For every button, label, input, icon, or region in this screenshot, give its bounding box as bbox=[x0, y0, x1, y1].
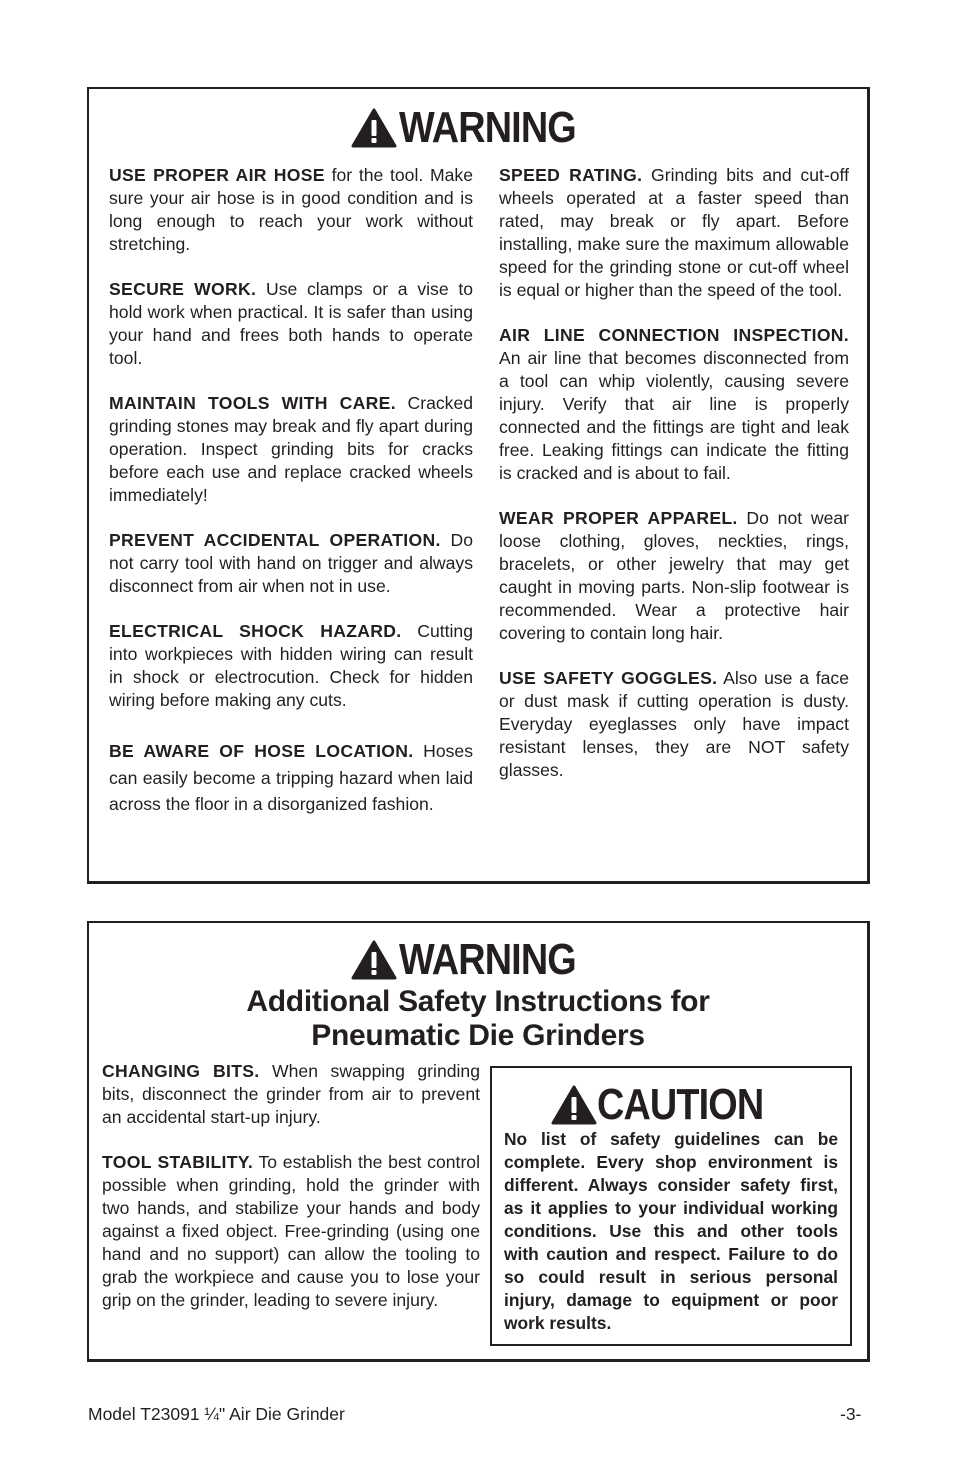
caution-text: No list of safety guidelines can be complete. Every shop environment is different. Always consider safety first, as it applies to your individual working conditions. Use this and other tools with caution and respect. Failure to do so could result in serious personal injury, damage to equipment or poor work results. bbox=[504, 1129, 838, 1333]
subtitle-line: Additional Safety Instructions for bbox=[246, 985, 710, 1018]
warning-title: WARNING bbox=[399, 103, 577, 152]
safety-item-heading: AIR LINE CONNECTION INSPECTION. bbox=[499, 325, 849, 345]
warning-box-general bbox=[87, 87, 870, 884]
safety-item-heading: PREVENT ACCIDENTAL OPERATION. bbox=[109, 530, 441, 550]
safety-item-body: When swapping grinding bits, disconnect the grinder from air to prevent an accidental start-up injury. bbox=[102, 1061, 480, 1127]
warning-heading bbox=[89, 103, 867, 159]
safety-item-heading: TOOL STABILITY. bbox=[102, 1152, 254, 1172]
safety-item-heading: SPEED RATING. bbox=[499, 165, 643, 185]
safety-item bbox=[109, 529, 473, 598]
warning-right-column bbox=[499, 164, 849, 804]
safety-item-body: Also use a face or dust mask if cutting operation is dusty. Everyday eyeglasses only have impact resistant lenses, they are NOT safety glasses. bbox=[499, 668, 849, 780]
warning-triangle-icon bbox=[351, 940, 397, 980]
safety-item-heading: ELECTRICAL SHOCK HAZARD. bbox=[109, 621, 402, 641]
safety-item-heading: USE PROPER AIR HOSE bbox=[109, 165, 325, 185]
footer-model: Model T23091 ¼" Air Die Grinder bbox=[88, 1404, 345, 1424]
safety-item-body: To establish the best control possible when grinding, hold the grinder with two hands, and stabilize your hands and body against a fixed object. Free-grinding (using one hand and no support) can allow the tooling to grab the workpiece and cause you to lose your grip on the grinder, leading to severe injury. bbox=[102, 1152, 480, 1310]
safety-item bbox=[102, 1060, 480, 1129]
safety-item-body: Cracked grinding stones may break and fly apart during operation. Inspect grinding bits for cracks before each use and replace cracked wheels immediately! bbox=[109, 393, 474, 505]
safety-item-body: An air line that becomes disconnected from a tool can whip violently, causing severe injury. Verify that air line is properly connected and the fittings are tight and leak free. Leaking fittings can indicate the fitting is cracked and is about to fail. bbox=[499, 348, 849, 483]
subtitle-line: Pneumatic Die Grinders bbox=[311, 1019, 645, 1052]
safety-item-heading: MAINTAIN TOOLS WITH CARE. bbox=[109, 393, 396, 413]
warning-triangle-icon bbox=[551, 1085, 597, 1125]
safety-item bbox=[109, 164, 473, 256]
safety-item-heading: BE AWARE OF HOSE LOCATION. bbox=[109, 741, 414, 761]
page-number: -3- bbox=[840, 1404, 862, 1424]
warning-triangle-icon bbox=[351, 108, 397, 148]
safety-item-body: Use clamps or a vise to hold work when practical. It is safer than using your hand and frees both hands to operate tool. bbox=[109, 279, 474, 368]
safety-item bbox=[109, 620, 473, 712]
safety-item bbox=[102, 1151, 480, 1312]
pneumatic-left-column bbox=[102, 1060, 480, 1334]
safety-item-body: for the tool. Make sure your air hose is in good condition and is long enough to reach your work without stretching. bbox=[109, 165, 473, 254]
safety-item-body: Do not wear loose clothing, gloves, neckties, rings, bracelets, or other jewelry that may get caught in moving parts. Non-slip footwear is recommended. Wear a protective hair covering to contain long hair. bbox=[499, 508, 850, 643]
safety-item bbox=[499, 164, 849, 302]
safety-item bbox=[499, 507, 849, 645]
safety-item-body: Grinding bits and cut-off wheels operated at a faster speed than rated, may break or fly apart. Before installing, make sure the maximum allowable speed for the grinding stone or cut-off wheel is equal or higher than the speed of the tool. bbox=[499, 165, 850, 300]
safety-item bbox=[109, 392, 473, 507]
safety-item-body: Cutting into workpieces with hidden wiring can result in shock or electrocution. Check for hidden wiring before making any cuts. bbox=[109, 621, 473, 710]
safety-item-heading: CHANGING BITS. bbox=[102, 1061, 260, 1081]
safety-item-heading: USE SAFETY GOGGLES. bbox=[499, 668, 718, 688]
safety-item bbox=[499, 667, 849, 782]
warning-box-pneumatic bbox=[87, 921, 870, 1362]
safety-item-heading: WEAR PROPER APPAREL. bbox=[499, 508, 738, 528]
caution-box bbox=[490, 1066, 852, 1346]
warning-title: WARNING bbox=[399, 935, 577, 984]
safety-item bbox=[499, 324, 849, 485]
safety-item-body: Hoses can easily become a tripping hazard when laid across the floor in a disorganized fashion. bbox=[109, 741, 473, 814]
warning-heading bbox=[89, 935, 867, 991]
safety-item-body: Do not carry tool with hand on trigger and always disconnect from air when not in use. bbox=[109, 530, 474, 596]
section-subtitle bbox=[89, 985, 867, 1053]
safety-item bbox=[109, 738, 473, 818]
warning-left-column bbox=[109, 164, 473, 840]
safety-item-heading: SECURE WORK. bbox=[109, 279, 257, 299]
caution-title: CAUTION bbox=[597, 1080, 764, 1129]
safety-item bbox=[109, 278, 473, 370]
